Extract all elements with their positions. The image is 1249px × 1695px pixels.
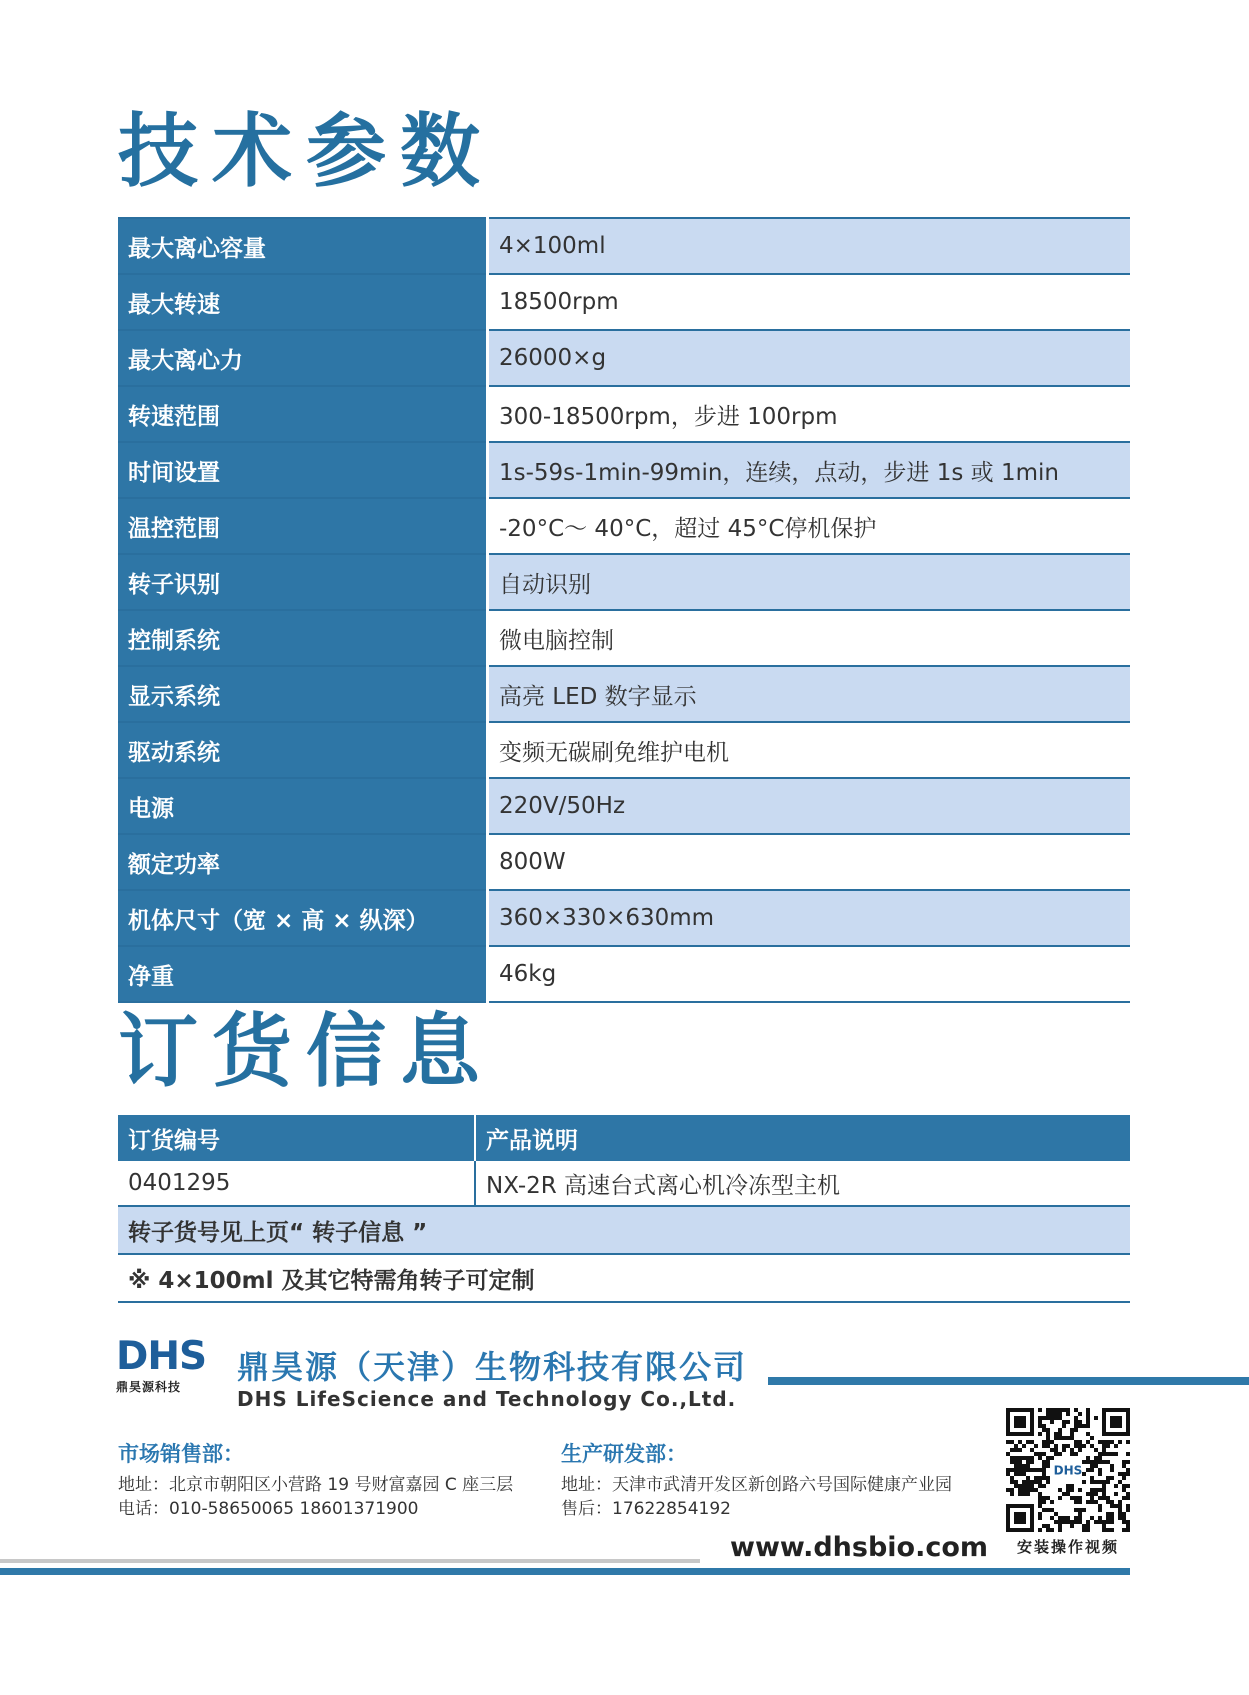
spec-label: 最大转速 <box>118 274 488 330</box>
rnd-dept-title: 生产研发部： <box>561 1442 687 1466</box>
company-name-cn: 鼎昊源（天津）生物科技有限公司 <box>237 1348 748 1386</box>
sales-phone: 电话：010-58650065 18601371900 <box>118 1499 419 1519</box>
order-header-code: 订货编号 <box>118 1115 475 1161</box>
table-row <box>118 498 1130 554</box>
order-note-row <box>118 1206 1130 1254</box>
spec-value: 26000×g <box>488 330 1131 386</box>
footer-divider-right <box>768 1377 1249 1385</box>
table-row <box>118 946 1130 1002</box>
spec-label: 显示系统 <box>118 666 488 722</box>
spec-label: 最大离心容量 <box>118 218 488 274</box>
order-table <box>118 1115 1130 1303</box>
spec-value: 18500rpm <box>488 274 1131 330</box>
table-row <box>118 834 1130 890</box>
footer-gray-line <box>0 1559 700 1563</box>
spec-value: 1s-59s-1min-99min，连续，点动，步进 1s 或 1min <box>488 442 1131 498</box>
rnd-address: 地址：天津市武清开发区新创路六号国际健康产业园 <box>561 1475 952 1495</box>
sales-address: 地址：北京市朝阳区小营路 19 号财富嘉园 C 座三层 <box>118 1475 514 1495</box>
specs-section-title: 技术参数 <box>118 105 494 198</box>
table-row <box>118 442 1130 498</box>
table-row <box>118 722 1130 778</box>
spec-value: -20°C～ 40°C，超过 45°C停机保护 <box>488 498 1131 554</box>
spec-value: 高亮 LED 数字显示 <box>488 666 1131 722</box>
order-code: 0401295 <box>118 1161 475 1206</box>
table-row <box>118 666 1130 722</box>
company-logo <box>116 1334 207 1395</box>
table-row <box>118 386 1130 442</box>
spec-label: 净重 <box>118 946 488 1002</box>
table-row <box>118 610 1130 666</box>
spec-value: 4×100ml <box>488 218 1131 274</box>
spec-label: 额定功率 <box>118 834 488 890</box>
spec-label: 温控范围 <box>118 498 488 554</box>
spec-label: 电源 <box>118 778 488 834</box>
spec-label: 机体尺寸（宽 × 高 × 纵深） <box>118 890 488 946</box>
rnd-phone: 售后：17622854192 <box>561 1499 731 1519</box>
table-row <box>118 274 1130 330</box>
order-section-title: 订货信息 <box>118 1005 494 1098</box>
order-note-custom: ※ 4×100ml 及其它特需角转子可定制 <box>118 1254 1130 1302</box>
spec-value: 自动识别 <box>488 554 1131 610</box>
qr-caption: 安装操作视频 <box>1016 1538 1119 1556</box>
company-name-en: DHS LifeScience and Technology Co.,Ltd. <box>237 1387 737 1411</box>
spec-value: 220V/50Hz <box>488 778 1131 834</box>
order-table-header <box>118 1115 1130 1161</box>
table-row <box>118 218 1130 274</box>
order-desc: NX-2R 高速台式离心机冷冻型主机 <box>475 1161 1130 1206</box>
spec-label: 时间设置 <box>118 442 488 498</box>
qr-logo: DHS <box>1053 1463 1083 1478</box>
table-row <box>118 330 1130 386</box>
table-row <box>118 1161 1130 1206</box>
spec-label: 转速范围 <box>118 386 488 442</box>
website-link[interactable]: www.dhsbio.com <box>730 1532 989 1563</box>
table-row <box>118 554 1130 610</box>
logo-subtext: 鼎昊源科技 <box>116 1380 182 1394</box>
order-note-rotor: 转子货号见上页“ 转子信息 ” <box>118 1206 1130 1254</box>
table-row <box>118 778 1130 834</box>
spec-value: 800W <box>488 834 1131 890</box>
spec-value: 变频无碳刷免维护电机 <box>488 722 1131 778</box>
spec-value: 300-18500rpm，步进 100rpm <box>488 386 1131 442</box>
spec-label: 转子识别 <box>118 554 488 610</box>
logo-text: DHS <box>116 1334 207 1379</box>
spec-value: 微电脑控制 <box>488 610 1131 666</box>
specs-table <box>118 217 1130 1003</box>
spec-value: 360×330×630mm <box>488 890 1131 946</box>
order-header-desc: 产品说明 <box>475 1115 1130 1161</box>
spec-value: 46kg <box>488 946 1131 1002</box>
order-note-row <box>118 1254 1130 1302</box>
spec-label: 驱动系统 <box>118 722 488 778</box>
spec-label: 控制系统 <box>118 610 488 666</box>
spec-label: 最大离心力 <box>118 330 488 386</box>
footer-bottom-bar <box>0 1568 1130 1575</box>
sales-dept-title: 市场销售部： <box>118 1442 244 1466</box>
qr-code-icon <box>1006 1408 1130 1532</box>
table-row <box>118 890 1130 946</box>
